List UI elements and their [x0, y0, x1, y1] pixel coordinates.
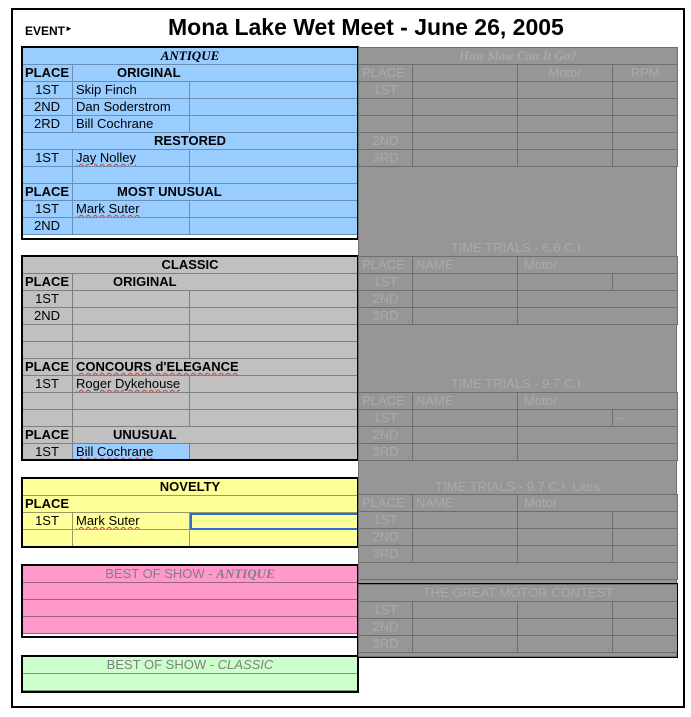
place-cell[interactable]: 2ND: [22, 218, 73, 235]
table-row: [22, 116, 359, 133]
cell[interactable]: [22, 600, 359, 617]
cell[interactable]: [613, 636, 678, 653]
header-cell: Motor: [518, 495, 678, 512]
place-cell[interactable]: 2ND: [359, 133, 413, 150]
header-cell: Motor: [518, 65, 613, 82]
header-cell: PLACE: [359, 495, 413, 512]
place-cell[interactable]: 2ND: [22, 308, 73, 325]
cell[interactable]: [413, 602, 518, 619]
best-classic-table: [21, 656, 359, 691]
selected-cell[interactable]: [190, 513, 359, 530]
cell[interactable]: [190, 376, 359, 393]
cell[interactable]: --: [613, 410, 678, 427]
place-cell[interactable]: 3RD: [359, 546, 413, 563]
antique-table: [21, 47, 359, 235]
header-cell: NAME: [413, 257, 518, 274]
time-trials-66-table: [358, 256, 678, 325]
place-cell[interactable]: 1ST: [22, 201, 73, 218]
place-cell[interactable]: 3RD: [359, 444, 413, 461]
cell[interactable]: [190, 342, 359, 359]
cell[interactable]: [190, 410, 359, 427]
cell[interactable]: [518, 619, 613, 636]
cell[interactable]: [190, 150, 359, 167]
table-row: [22, 393, 359, 410]
place-cell[interactable]: 1ST: [22, 513, 73, 530]
cell[interactable]: [413, 274, 518, 291]
place-cell[interactable]: 2RD: [22, 116, 73, 133]
cell[interactable]: [518, 150, 613, 167]
header-cell: Motor: [518, 257, 678, 274]
header-cell: PLACE: [359, 65, 413, 82]
place-cell[interactable]: 2ND: [359, 291, 413, 308]
cell[interactable]: [518, 636, 613, 653]
name-cell[interactable]: Mark Suter: [73, 513, 190, 530]
place-cell[interactable]: 1ST: [359, 82, 413, 99]
classic-place-header: PLACE: [22, 274, 73, 291]
name-cell[interactable]: Skip Finch: [73, 82, 190, 99]
cell[interactable]: [518, 546, 613, 563]
cell[interactable]: [73, 410, 190, 427]
cell[interactable]: [518, 444, 678, 461]
name-cell[interactable]: Jay Nolley: [73, 150, 190, 167]
cell[interactable]: [22, 325, 73, 342]
cell[interactable]: [518, 133, 613, 150]
cell[interactable]: [518, 291, 678, 308]
place-cell[interactable]: 1ST: [359, 274, 413, 291]
cell[interactable]: [22, 674, 359, 691]
how-slow-table: [358, 47, 678, 167]
place-cell[interactable]: 2ND: [359, 619, 413, 636]
how-slow-title: How Slow Can It Go?: [359, 48, 678, 65]
header-cell: Motor: [518, 393, 678, 410]
concours-header: CONCOURS d'ELEGANCE: [73, 359, 359, 376]
table-row: [22, 82, 359, 99]
cell[interactable]: [413, 99, 518, 116]
antique-restored-header: RESTORED: [22, 133, 359, 150]
cell[interactable]: [413, 410, 518, 427]
cell[interactable]: [613, 99, 678, 116]
cell[interactable]: [190, 308, 359, 325]
table-row: [22, 444, 359, 461]
cell[interactable]: [413, 427, 518, 444]
name-cell[interactable]: [73, 308, 190, 325]
cell[interactable]: [190, 393, 359, 410]
cell[interactable]: [518, 82, 613, 99]
cell[interactable]: [518, 427, 678, 444]
great-motor-table: [358, 584, 678, 653]
best-classic-title: BEST OF SHOW - CLASSIC: [22, 657, 359, 674]
cell[interactable]: [22, 583, 359, 600]
cell[interactable]: [518, 274, 613, 291]
antique-title: ANTIQUE: [22, 48, 359, 65]
cell[interactable]: [73, 167, 190, 184]
place-cell[interactable]: 1ST: [22, 82, 73, 99]
table-row: [22, 167, 359, 184]
table-row: [22, 291, 359, 308]
name-cell[interactable]: Mark Suter: [73, 201, 190, 218]
cell[interactable]: [22, 617, 359, 634]
cell[interactable]: [359, 116, 413, 133]
cell[interactable]: [613, 133, 678, 150]
cell[interactable]: [613, 602, 678, 619]
table-row: [22, 325, 359, 342]
cell[interactable]: [613, 82, 678, 99]
cell[interactable]: [613, 529, 678, 546]
header-cell: PLACE: [359, 257, 413, 274]
name-cell[interactable]: Bill Cochrane: [73, 444, 190, 461]
antique-place-header: PLACE: [22, 65, 73, 82]
table-row: [22, 218, 359, 235]
cell[interactable]: [413, 150, 518, 167]
cell[interactable]: [413, 116, 518, 133]
concours-place-header: PLACE: [22, 359, 73, 376]
cell[interactable]: [190, 444, 359, 461]
cell[interactable]: [613, 546, 678, 563]
most-unusual-place-header: PLACE: [22, 184, 73, 201]
cell[interactable]: [413, 82, 518, 99]
cell[interactable]: [22, 410, 73, 427]
antique-original-header: ORIGINAL: [73, 65, 359, 82]
cell[interactable]: [413, 444, 518, 461]
cell[interactable]: [413, 546, 518, 563]
header-cell: PLACE: [359, 393, 413, 410]
cell[interactable]: [22, 530, 73, 547]
classic-table: [21, 256, 359, 461]
place-cell[interactable]: 1ST: [22, 376, 73, 393]
place-cell[interactable]: 1ST: [359, 602, 413, 619]
cell[interactable]: [613, 116, 678, 133]
cell[interactable]: [518, 602, 613, 619]
unusual-place-header: PLACE: [22, 427, 73, 444]
place-cell[interactable]: 1ST: [22, 444, 73, 461]
name-cell[interactable]: Dan Soderstrom: [73, 99, 190, 116]
cell[interactable]: [359, 563, 678, 580]
name-cell[interactable]: Roger Dykehouse: [73, 376, 190, 393]
time-trials-97-lites-title: TIME TRIALS - 9.7 C.I. Lites: [435, 479, 600, 494]
table-row: [22, 342, 359, 359]
cell[interactable]: [73, 325, 190, 342]
table-row: [22, 530, 359, 547]
cell[interactable]: [518, 308, 678, 325]
time-trials-97-table: [358, 392, 678, 461]
cell[interactable]: [518, 116, 613, 133]
cell[interactable]: [613, 619, 678, 636]
cell[interactable]: [190, 99, 359, 116]
place-cell[interactable]: 2ND: [359, 427, 413, 444]
place-cell[interactable]: 1ST: [22, 291, 73, 308]
table-row: [22, 150, 359, 167]
header-cell: NAME: [413, 495, 518, 512]
pointer-icon: ►: [65, 24, 73, 33]
cell[interactable]: [190, 116, 359, 133]
header-cell: RPM: [613, 65, 678, 82]
cell: [413, 65, 518, 82]
time-trials-97-lites-table: [358, 494, 678, 580]
cell[interactable]: [613, 150, 678, 167]
most-unusual-header: MOST UNUSUAL: [73, 184, 359, 201]
cell[interactable]: [190, 291, 359, 308]
place-cell[interactable]: 1ST: [359, 410, 413, 427]
cell[interactable]: [190, 82, 359, 99]
cell[interactable]: [413, 619, 518, 636]
time-trials-97-title: TIME TRIALS - 9.7 C.I.: [450, 376, 585, 391]
page-title: Mona Lake Wet Meet - June 26, 2005: [168, 14, 564, 40]
cell[interactable]: [73, 393, 190, 410]
place-cell[interactable]: 1ST: [359, 512, 413, 529]
cell[interactable]: [413, 636, 518, 653]
classic-original-header: ORIGINAL: [73, 274, 359, 291]
header-cell: NAME: [413, 393, 518, 410]
place-cell[interactable]: 3RD: [359, 636, 413, 653]
best-antique-title: BEST OF SHOW - ANTIQUE: [22, 566, 359, 583]
place-cell[interactable]: 1ST: [22, 150, 73, 167]
cell[interactable]: [73, 530, 190, 547]
novelty-place-header: PLACE: [22, 496, 359, 513]
unusual-header: UNUSUAL: [73, 427, 359, 444]
cell[interactable]: [518, 410, 613, 427]
table-row: [22, 376, 359, 393]
name-cell[interactable]: [73, 218, 190, 235]
cell[interactable]: [518, 529, 613, 546]
cell[interactable]: [73, 342, 190, 359]
cell[interactable]: [22, 342, 73, 359]
cell[interactable]: [190, 530, 359, 547]
time-trials-66-title: TIME TRIALS - 6.6 C.I.: [450, 240, 585, 255]
name-cell[interactable]: [73, 291, 190, 308]
place-cell[interactable]: 3RD: [359, 308, 413, 325]
table-row: [22, 513, 359, 530]
cell[interactable]: [413, 512, 518, 529]
place-cell[interactable]: 3RD: [359, 150, 413, 167]
best-antique-table: [21, 565, 359, 634]
cell[interactable]: [518, 512, 613, 529]
table-row: [22, 99, 359, 116]
cell[interactable]: [190, 167, 359, 184]
cell[interactable]: [190, 325, 359, 342]
cell[interactable]: [413, 308, 518, 325]
cell[interactable]: [413, 133, 518, 150]
name-cell[interactable]: Bill Cochrane: [73, 116, 190, 133]
cell[interactable]: [22, 393, 73, 410]
table-row: [22, 308, 359, 325]
great-motor-title: THE GREAT MOTOR CONTEST: [359, 585, 678, 602]
classic-title: CLASSIC: [22, 257, 359, 274]
event-label: EVENT►: [25, 24, 73, 38]
place-cell[interactable]: 2ND: [22, 99, 73, 116]
cell[interactable]: [613, 274, 678, 291]
cell[interactable]: [413, 529, 518, 546]
novelty-title: NOVELTY: [22, 479, 359, 496]
cell[interactable]: [22, 167, 73, 184]
cell[interactable]: [359, 99, 413, 116]
table-row: [22, 410, 359, 427]
cell[interactable]: [518, 99, 613, 116]
novelty-table: [21, 478, 359, 547]
cell[interactable]: [190, 218, 359, 235]
cell[interactable]: [613, 512, 678, 529]
table-row: [22, 201, 359, 218]
cell[interactable]: [190, 201, 359, 218]
cell[interactable]: [413, 291, 518, 308]
place-cell[interactable]: 2ND: [359, 529, 413, 546]
